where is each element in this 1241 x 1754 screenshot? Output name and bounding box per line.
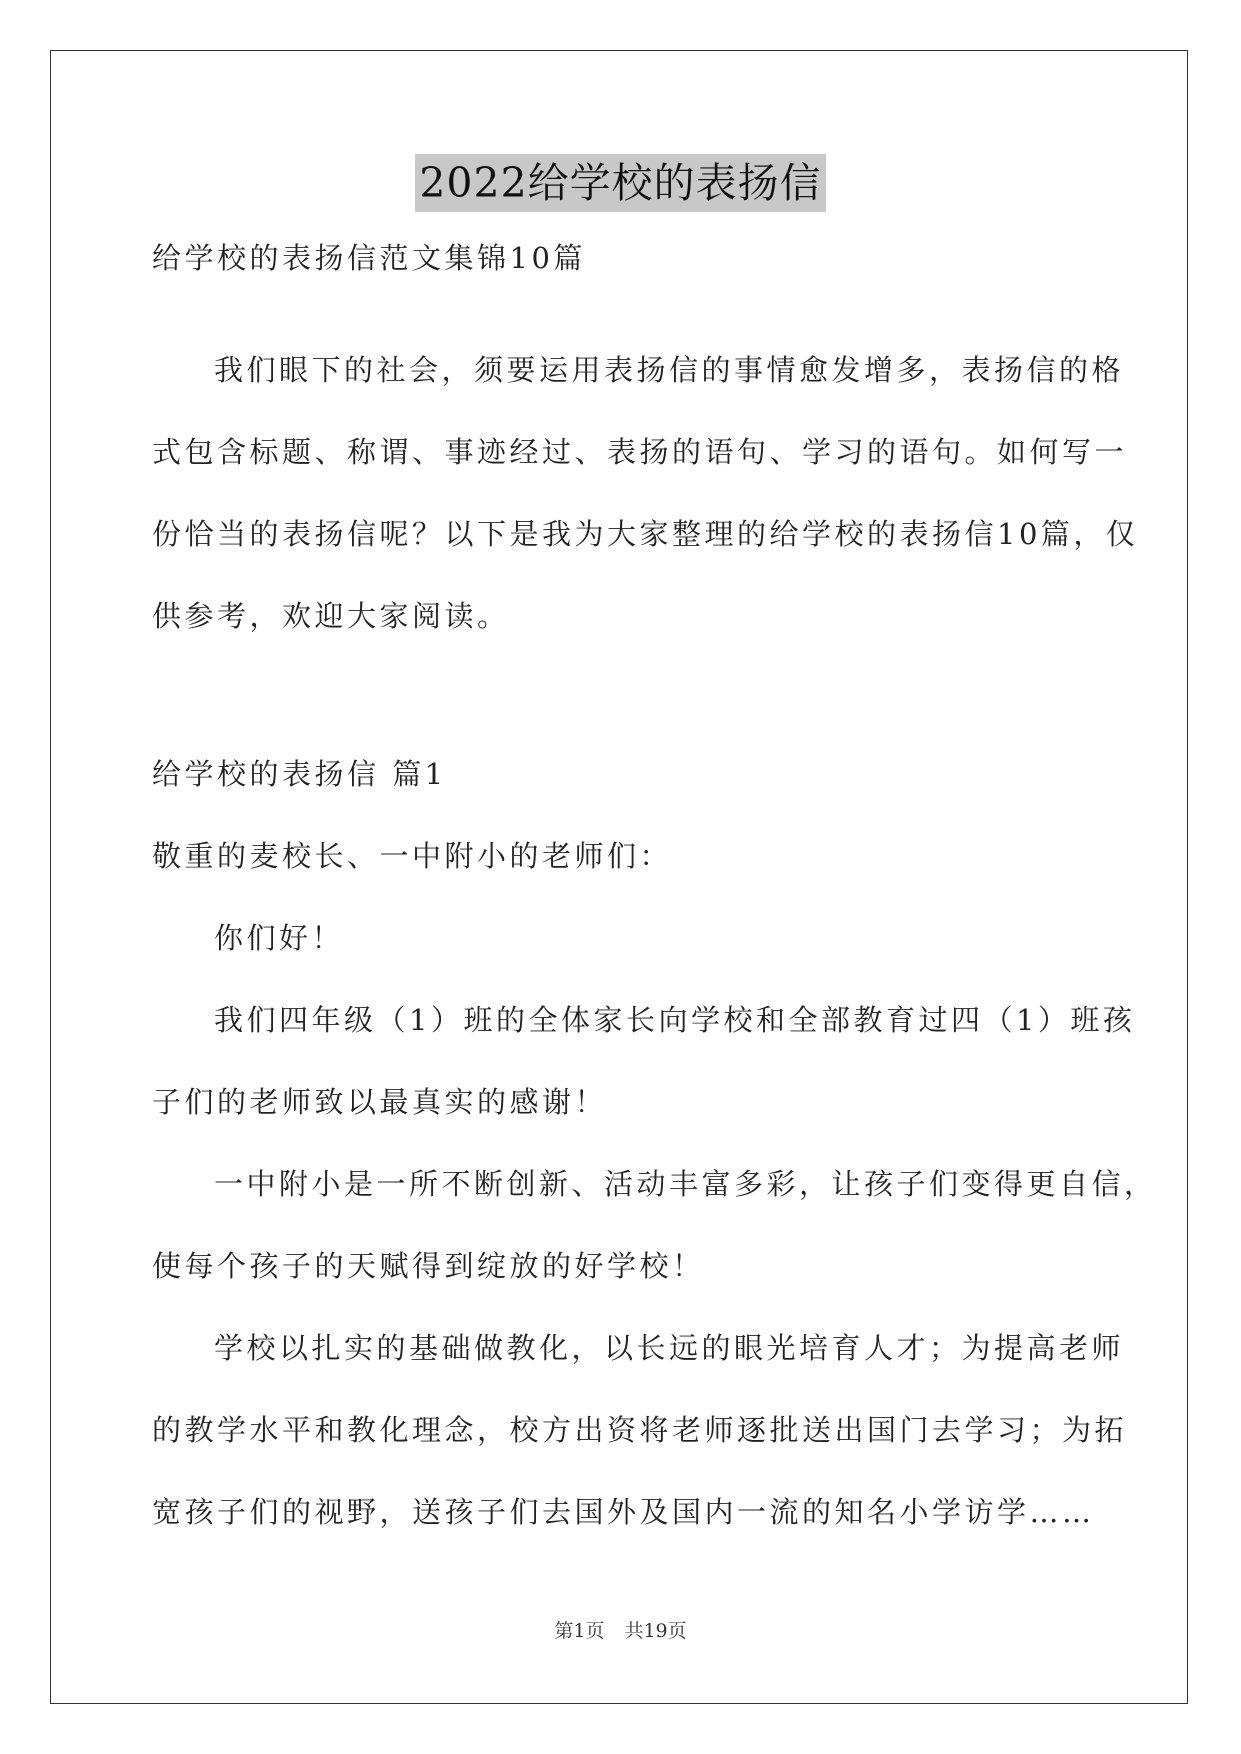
paragraph-line: 我们四年级（1）班的全体家长向学校和全部教育过四（1）班孩 — [214, 1003, 1136, 1037]
page-number-current: 第1页 — [554, 1620, 605, 1642]
paragraph-line: 使每个孩子的天赋得到绽放的好学校！ — [152, 1249, 705, 1283]
paragraph-line: 宽孩子们的视野，送孩子们去国外及国内一流的知名小学访学…… — [152, 1495, 1095, 1529]
paragraph-line: 式包含标题、称谓、事迹经过、表扬的语句、学习的语句。如何写一 — [152, 435, 1128, 469]
page-footer — [0, 1618, 1241, 1644]
paragraph-line: 供参考，欢迎大家阅读。 — [152, 599, 510, 633]
page-border — [50, 50, 1188, 1704]
section-heading: 给学校的表扬信 篇1 — [152, 757, 447, 791]
title-container — [0, 154, 1241, 212]
paragraph-line: 的教学水平和教化理念，校方出资将老师逐批送出国门去学习；为拓 — [152, 1413, 1128, 1447]
greeting-line: 你们好！ — [214, 921, 345, 955]
paragraph-line: 子们的老师致以最真实的感谢！ — [152, 1085, 608, 1119]
subtitle-line: 给学校的表扬信范文集锦10篇 — [152, 241, 586, 275]
paragraph-line: 份恰当的表扬信呢？以下是我为大家整理的给学校的表扬信10篇，仅 — [152, 517, 1139, 551]
document-title: 2022给学校的表扬信 — [415, 154, 825, 212]
paragraph-line: 一中附小是一所不断创新、活动丰富多彩，让孩子们变得更自信， — [214, 1167, 1157, 1201]
paragraph-line: 学校以扎实的基础做教化，以长远的眼光培育人才；为提高老师 — [214, 1331, 1125, 1365]
paragraph-line: 我们眼下的社会，须要运用表扬信的事情愈发增多，表扬信的格 — [214, 353, 1125, 387]
salutation-line: 敬重的麦校长、一中附小的老师们： — [152, 839, 673, 873]
page-number-total: 共19页 — [624, 1620, 687, 1642]
